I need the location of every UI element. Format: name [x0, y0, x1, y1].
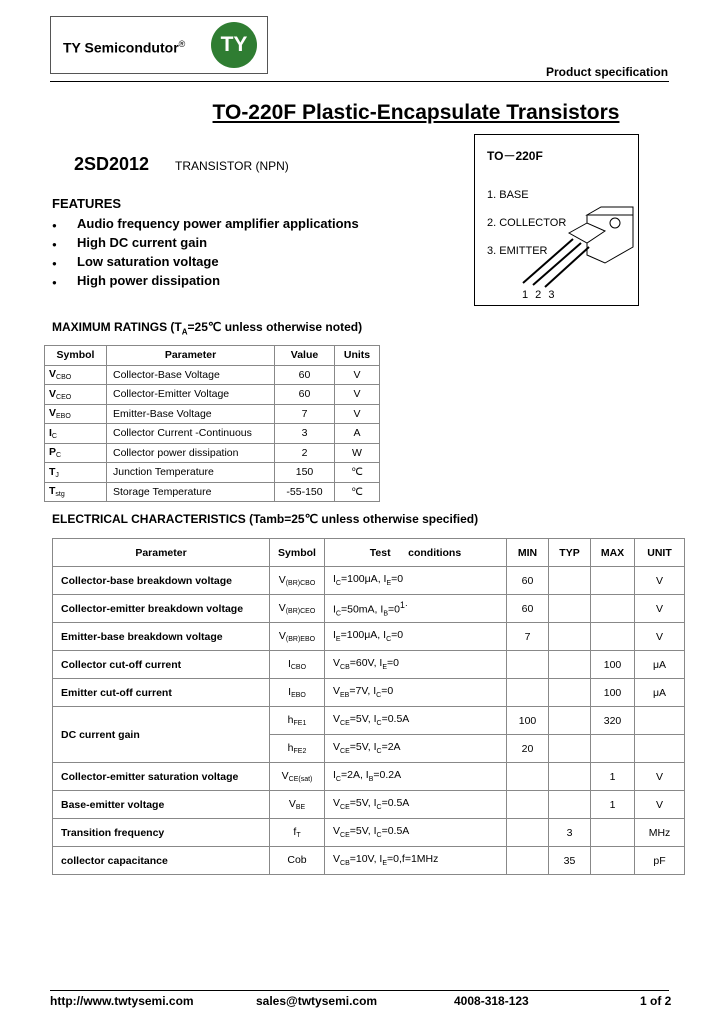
- bullet-icon: ●: [52, 278, 57, 287]
- part-number: 2SD2012: [74, 154, 150, 174]
- column-header: Parameter: [107, 346, 275, 366]
- unit-cell: V: [635, 595, 685, 623]
- condition-cell: $V_{CB}=10V$, $I_E=0,f=1MHz$: [325, 847, 507, 875]
- min-cell: [507, 679, 549, 707]
- package-box: [474, 134, 639, 306]
- table-row: [53, 679, 685, 707]
- max-cell: 320: [591, 707, 635, 735]
- symbol-cell: $V_{(BR)CEO}$: [270, 595, 325, 623]
- footer-rule: [50, 990, 669, 991]
- electrical-heading: ELECTRICAL CHARACTERISTICS (Tamb=25℃ unless otherwise specified): [52, 512, 479, 526]
- symbol-cell: $V_{CE(sat)}$: [270, 763, 325, 791]
- typ-cell: [549, 791, 591, 819]
- symbol-cell: $V_{EBO}$: [45, 404, 107, 424]
- column-header: Value: [275, 346, 335, 366]
- condition-cell: $I_C=2A$, $I_B=0.2A$: [325, 763, 507, 791]
- footer-url[interactable]: http://www.twtysemi.com: [50, 994, 194, 1008]
- table-row: [53, 623, 685, 651]
- condition-cell: $V_{CE}=5V$, $I_C=0.5A$: [325, 707, 507, 735]
- column-header: Parameter: [53, 539, 270, 567]
- feature-text: High DC current gain: [77, 235, 208, 250]
- max-cell: [591, 735, 635, 763]
- symbol-cell: $V_{BE}$: [270, 791, 325, 819]
- min-cell: [507, 763, 549, 791]
- typ-cell: 35: [549, 847, 591, 875]
- parameter-cell: Collector cut-off current: [53, 651, 270, 679]
- table-row: [45, 463, 380, 483]
- min-cell: 7: [507, 623, 549, 651]
- parameter-cell: Storage Temperature: [107, 482, 275, 502]
- typ-cell: [549, 651, 591, 679]
- table-row: [53, 567, 685, 595]
- parameter-cell: Emitter cut-off current: [53, 679, 270, 707]
- symbol-cell: $I_C$: [45, 424, 107, 444]
- column-header: Units: [335, 346, 380, 366]
- condition-cell: $V_{EB}=7V$, $I_C=0$: [325, 679, 507, 707]
- part-type: TRANSISTOR (NPN): [175, 159, 289, 173]
- table-row: [53, 707, 685, 735]
- pin-2-label: 2. COLLECTOR: [487, 217, 567, 229]
- parameter-cell: Collector-Base Voltage: [107, 365, 275, 385]
- table-row: [53, 791, 685, 819]
- parameter-cell: Emitter-Base Voltage: [107, 404, 275, 424]
- symbol-cell: $I_{EBO}$: [270, 679, 325, 707]
- value-cell: 60: [275, 385, 335, 405]
- parameter-cell: Collector-base breakdown voltage: [53, 567, 270, 595]
- min-cell: [507, 651, 549, 679]
- feature-item: [52, 216, 359, 231]
- footer-page: 1 of 2: [640, 994, 672, 1008]
- table-row: [45, 404, 380, 424]
- symbol-cell: Cob: [270, 847, 325, 875]
- column-header: Test conditions: [325, 539, 507, 567]
- symbol-cell: $P_C$: [45, 443, 107, 463]
- typ-cell: [549, 679, 591, 707]
- table-row: [45, 443, 380, 463]
- electrical-table: [52, 538, 685, 875]
- typ-cell: [549, 735, 591, 763]
- symbol-cell: $f_T$: [270, 819, 325, 847]
- max-cell: 100: [591, 651, 635, 679]
- symbol-cell: $V_{(BR)CBO}$: [270, 567, 325, 595]
- condition-cell: $I_C=50mA$, $I_B=0^{1\cdot}$: [325, 595, 507, 623]
- to220f-package-drawing: [515, 205, 635, 290]
- feature-text: Audio frequency power amplifier applications: [77, 216, 359, 231]
- symbol-cell: $h_{FE2}$: [270, 735, 325, 763]
- footer-phone: 4008-318-123: [454, 994, 529, 1008]
- bullet-icon: ●: [52, 240, 57, 249]
- unit-cell: V: [335, 385, 380, 405]
- parameter-cell: DC current gain: [53, 707, 270, 763]
- max-cell: [591, 595, 635, 623]
- max-cell: 1: [591, 763, 635, 791]
- max-cell: 100: [591, 679, 635, 707]
- min-cell: [507, 819, 549, 847]
- value-cell: -55-150: [275, 482, 335, 502]
- typ-cell: [549, 623, 591, 651]
- unit-cell: ℃: [335, 463, 380, 483]
- feature-item: [52, 273, 220, 288]
- column-header: Symbol: [270, 539, 325, 567]
- column-header: UNIT: [635, 539, 685, 567]
- parameter-cell: Collector-Emitter Voltage: [107, 385, 275, 405]
- unit-cell: V: [335, 365, 380, 385]
- value-cell: 3: [275, 424, 335, 444]
- max-cell: [591, 819, 635, 847]
- unit-cell: V: [635, 791, 685, 819]
- min-cell: [507, 847, 549, 875]
- ty-logo: TY: [211, 22, 257, 68]
- column-header: Symbol: [45, 346, 107, 366]
- typ-cell: 3: [549, 819, 591, 847]
- symbol-cell: $V_{CBO}$: [45, 365, 107, 385]
- unit-cell: ℃: [335, 482, 380, 502]
- unit-cell: MHz: [635, 819, 685, 847]
- max-ratings-table: [44, 345, 380, 502]
- max-cell: 1: [591, 791, 635, 819]
- parameter-cell: Collector-emitter saturation voltage: [53, 763, 270, 791]
- parameter-cell: Collector power dissipation: [107, 443, 275, 463]
- parameter-cell: Junction Temperature: [107, 463, 275, 483]
- symbol-cell: $I_{CBO}$: [270, 651, 325, 679]
- max-cell: [591, 623, 635, 651]
- spec-label: Product specification: [546, 65, 669, 79]
- table-row: [45, 424, 380, 444]
- pin-1-label: 1. BASE: [487, 189, 529, 201]
- pin-numbers: 1 2 3: [522, 289, 557, 301]
- header-rule: [50, 81, 669, 82]
- table-row: [53, 763, 685, 791]
- unit-cell: V: [635, 623, 685, 651]
- features-heading: FEATURES: [52, 196, 122, 211]
- parameter-cell: Collector Current -Continuous: [107, 424, 275, 444]
- feature-item: [52, 235, 207, 250]
- value-cell: 60: [275, 365, 335, 385]
- unit-cell: W: [335, 443, 380, 463]
- table-row: [53, 819, 685, 847]
- symbol-cell: $V_{CEO}$: [45, 385, 107, 405]
- table-row: [45, 482, 380, 502]
- symbol-cell: $T_{stg}$: [45, 482, 107, 502]
- parameter-cell: collector capacitance: [53, 847, 270, 875]
- table-row: [45, 385, 380, 405]
- bullet-icon: ●: [52, 259, 57, 268]
- min-cell: 20: [507, 735, 549, 763]
- column-header: MAX: [591, 539, 635, 567]
- feature-text: Low saturation voltage: [77, 254, 219, 269]
- max-cell: [591, 847, 635, 875]
- unit-cell: pF: [635, 847, 685, 875]
- min-cell: 60: [507, 595, 549, 623]
- page-title: TO-220F Plastic-Encapsulate Transistors: [212, 101, 620, 124]
- typ-cell: [549, 595, 591, 623]
- min-cell: 100: [507, 707, 549, 735]
- value-cell: 7: [275, 404, 335, 424]
- unit-cell: V: [335, 404, 380, 424]
- typ-cell: [549, 567, 591, 595]
- unit-cell: V: [635, 763, 685, 791]
- pin-3-label: 3. EMITTER: [487, 245, 548, 257]
- unit-cell: μA: [635, 679, 685, 707]
- unit-cell: V: [635, 567, 685, 595]
- table-row: [53, 595, 685, 623]
- unit-cell: [635, 707, 685, 735]
- condition-cell: $I_C=100\mu A$, $I_E=0$: [325, 567, 507, 595]
- feature-item: [52, 254, 219, 269]
- column-header: MIN: [507, 539, 549, 567]
- footer-email[interactable]: sales@twtysemi.com: [256, 994, 378, 1008]
- condition-cell: $V_{CE}=5V$, $I_C=0.5A$: [325, 791, 507, 819]
- package-title: TO－220F: [487, 149, 543, 163]
- parameter-cell: Emitter-base breakdown voltage: [53, 623, 270, 651]
- symbol-cell: $V_{(BR)EBO}$: [270, 623, 325, 651]
- max-ratings-heading: MAXIMUM RATINGS ($T_A=25℃$ unless otherwise noted): [52, 320, 363, 337]
- symbol-cell: $T_J$: [45, 463, 107, 483]
- bullet-icon: ●: [52, 221, 57, 230]
- column-header: TYP: [549, 539, 591, 567]
- parameter-cell: Base-emitter voltage: [53, 791, 270, 819]
- max-cell: [591, 567, 635, 595]
- unit-cell: [635, 735, 685, 763]
- condition-cell: $V_{CB}=60V$, $I_E=0$: [325, 651, 507, 679]
- parameter-cell: Transition frequency: [53, 819, 270, 847]
- symbol-cell: $h_{FE1}$: [270, 707, 325, 735]
- typ-cell: [549, 707, 591, 735]
- table-row: [45, 365, 380, 385]
- min-cell: 60: [507, 567, 549, 595]
- value-cell: 150: [275, 463, 335, 483]
- condition-cell: $I_E=100\mu A$, $I_C=0$: [325, 623, 507, 651]
- condition-cell: $V_{CE}=5V$, $I_C=2A$: [325, 735, 507, 763]
- unit-cell: A: [335, 424, 380, 444]
- unit-cell: μA: [635, 651, 685, 679]
- condition-cell: $V_{CE}=5V$, $I_C=0.5A$: [325, 819, 507, 847]
- table-row: [53, 847, 685, 875]
- table-row: [53, 651, 685, 679]
- feature-text: High power dissipation: [77, 273, 221, 288]
- typ-cell: [549, 763, 591, 791]
- brand-name: TY Semicondutor®: [63, 39, 186, 56]
- value-cell: 2: [275, 443, 335, 463]
- parameter-cell: Collector-emitter breakdown voltage: [53, 595, 270, 623]
- min-cell: [507, 791, 549, 819]
